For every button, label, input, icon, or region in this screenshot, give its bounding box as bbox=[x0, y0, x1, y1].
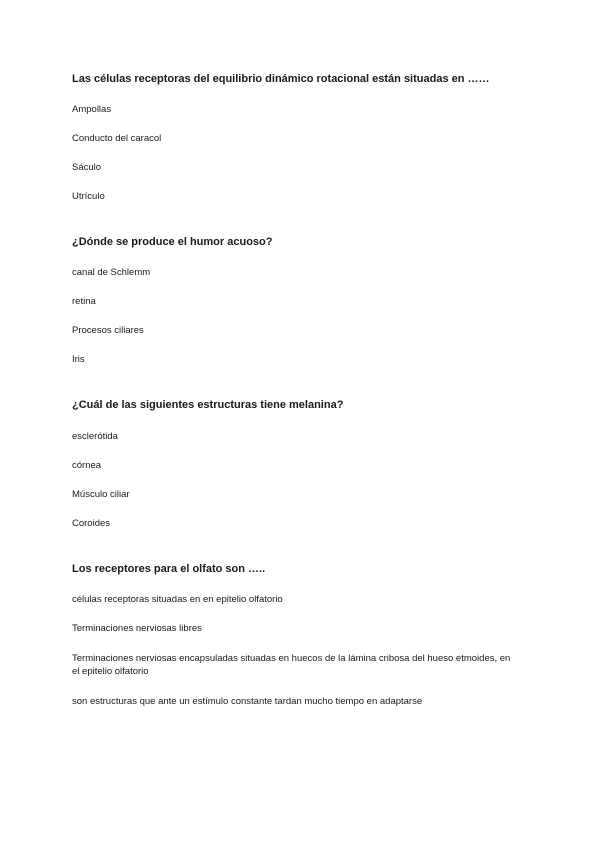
question-2-option-2: retina bbox=[72, 296, 96, 307]
question-1-option-3: Sáculo bbox=[72, 162, 102, 173]
question-2-option-4: Iris bbox=[72, 354, 85, 365]
question-3-option-1: esclerótida bbox=[72, 431, 118, 442]
question-4-title: Los receptores para el olfato son ….. bbox=[72, 563, 266, 575]
question-3-option-3: Músculo ciliar bbox=[72, 489, 130, 500]
question-4-option-3: Terminaciones nerviosas encapsuladas situadas en huecos de la lámina cribosa del hueso etmoides, en el epitelio olfatorio bbox=[72, 653, 511, 677]
question-4-option-4: son estructuras que ante un estímulo constante tardan mucho tiempo en adaptarse bbox=[72, 696, 423, 707]
question-4-option-1: células receptoras situadas en en epitelio olfatorio bbox=[72, 594, 283, 605]
question-2-option-1: canal de Schlemm bbox=[72, 267, 151, 278]
question-1-option-4: Utrículo bbox=[72, 191, 105, 202]
question-1-option-2: Conducto del caracol bbox=[72, 133, 162, 144]
question-3-option-2: córnea bbox=[72, 460, 102, 471]
question-2-option-3: Procesos ciliares bbox=[72, 325, 144, 336]
question-3-option-4: Coroides bbox=[72, 518, 111, 529]
question-1-option-1: Ampollas bbox=[72, 104, 112, 115]
question-1-title: Las células receptoras del equilibrio dinámico rotacional están situadas en …… bbox=[72, 73, 490, 85]
question-2-title: ¿Dónde se produce el humor acuoso? bbox=[72, 236, 273, 248]
question-4-option-2: Terminaciones nerviosas libres bbox=[72, 623, 202, 634]
question-3-title: ¿Cuál de las siguientes estructuras tiene melanina? bbox=[72, 399, 344, 411]
